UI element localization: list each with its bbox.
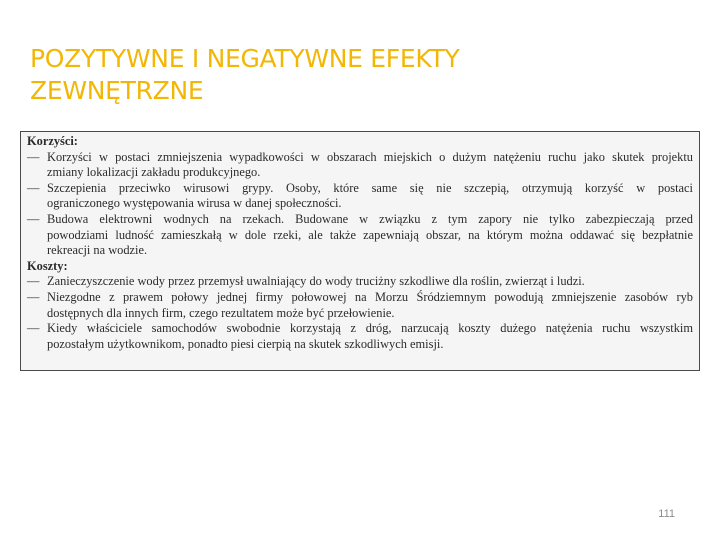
slide-title-line: POZYTYWNE I NEGATYWNE EFEKTY (30, 44, 460, 73)
dash-bullet: — (27, 180, 40, 195)
benefits-heading: Korzyści: (27, 134, 78, 148)
dash-bullet: — (27, 211, 40, 226)
list-item-benefit (27, 212, 693, 259)
list-item-cost (27, 290, 693, 321)
list-item-cost (27, 321, 693, 352)
list-item-text: zmiany lokalizacji zakładu produkcyjnego. (47, 165, 261, 180)
dash-bullet: — (27, 289, 40, 304)
list-item-benefit (27, 150, 693, 181)
list-item-text: Niezgodne z prawem połowy jednej firmy połowowej na Morzu Śródziemnym powodują zmniejszenie zasobów ryb (47, 289, 693, 304)
list-item-text: Korzyści w postaci zmniejszenia wypadkowości w obszarach miejskich o dużym natężeniu ruchu jako skutek projektu (47, 149, 693, 164)
list-item-text: ograniczonego występowania wirusa w danej społeczności. (47, 196, 342, 211)
slide-title (30, 43, 630, 107)
list-item-cost (27, 274, 693, 290)
dash-bullet: — (27, 274, 40, 289)
list-item-text: dostępnych dla innych firm, czego rezultatem może być przełowienie. (47, 305, 395, 320)
slide-title-line: ZEWNĘTRZNE (30, 76, 204, 105)
list-item-text: Budowa elektrowni wodnych na rzekach. Budowane w związku z tym zapory nie tylko zabezpieczają przed (47, 211, 693, 226)
list-item-text: Szczepienia przeciwko wirusowi grypy. Osoby, które same się nie szczepią, otrzymują korzyść w postaci (47, 180, 693, 195)
costs-heading: Koszty: (27, 258, 68, 273)
list-item-text: pozostałym użytkownikom, ponadto piesi cierpią na skutek szkodliwych emisji. (47, 336, 444, 351)
dash-bullet: — (27, 321, 40, 336)
list-item-text: rekreacji na wodzie. (47, 243, 148, 258)
page-number: 111 (658, 508, 675, 520)
list-item-text: Zanieczyszczenie wody przez przemysł uwalniający do wody truciżny szkodliwe dla roślin, zwierząt i ludzi. (47, 274, 585, 289)
list-item-benefit (27, 181, 693, 212)
dash-bullet: — (27, 149, 40, 164)
list-item-text: Kiedy właściciele samochodów swobodnie korzystają z dróg, narzucają koszty dużego natężenia ruchu wszystkim (47, 321, 693, 336)
list-item-text: powodziami ludność zamieszkałą w dole rzeki, ale także zapewniają obszar, na którym można oddawać się bezpłatnie (47, 227, 693, 242)
externalities-figure (20, 131, 700, 371)
